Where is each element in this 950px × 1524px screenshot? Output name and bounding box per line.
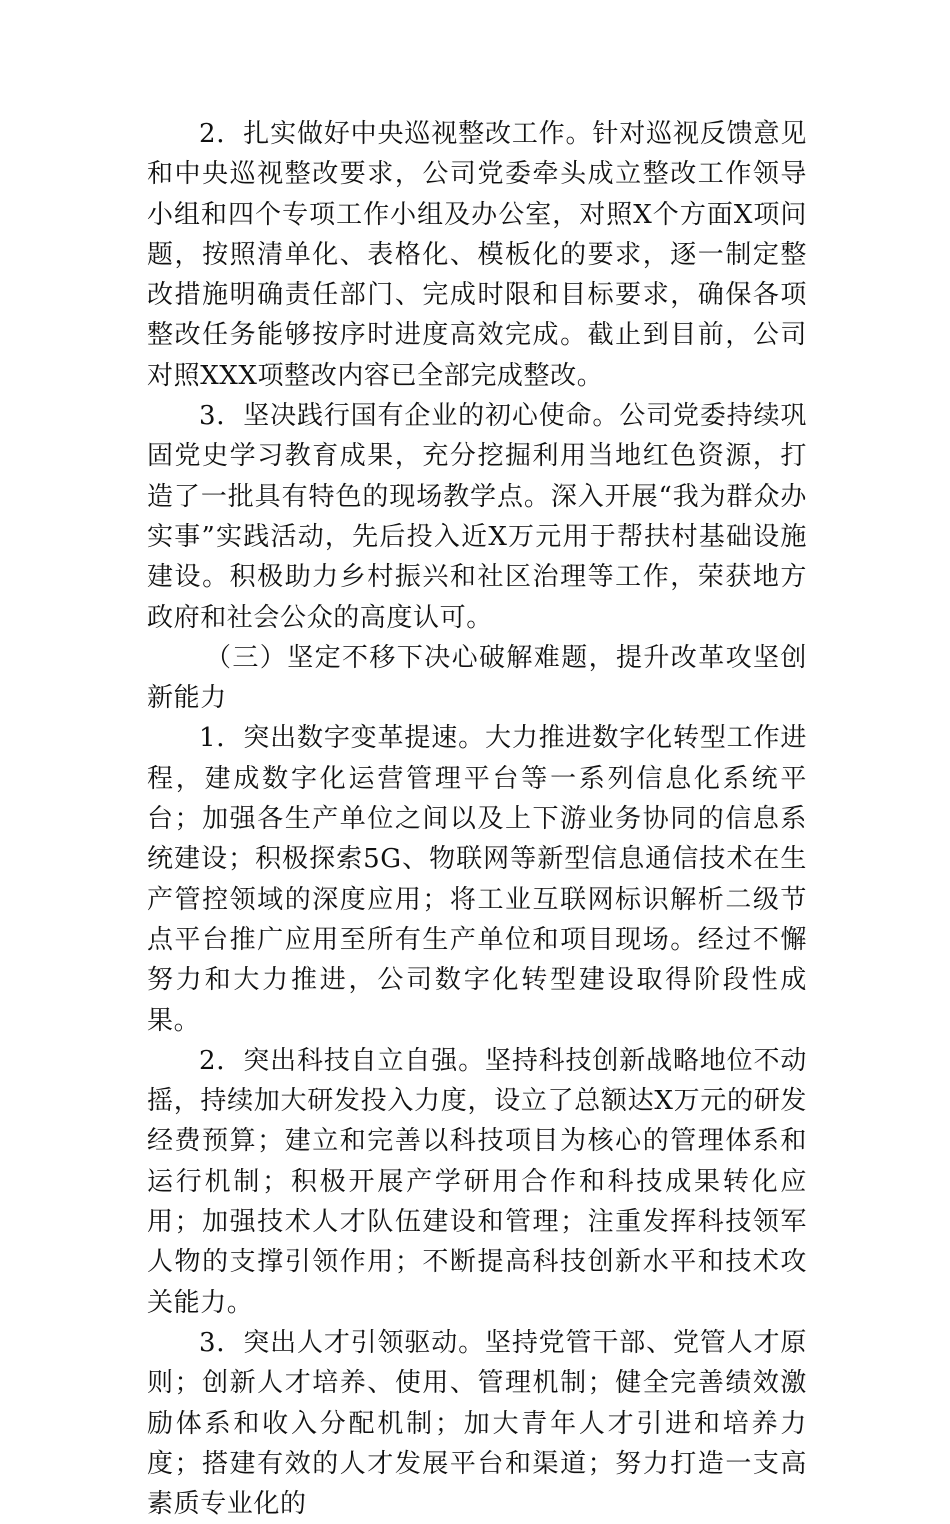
document-body xyxy=(147,114,807,1524)
paragraph-inspection-rectification: 2．扎实做好中央巡视整改工作。针对巡视反馈意见和中央巡视整改要求，公司党委牵头成立整改工作领导小组和四个专项工作小组及办公室，对照X个方面X项问题，按照清单化、表格化、模板化的要求，逐一制定整改措施明确责任部门、完成时限和目标要求，确保各项整改任务能够按序时进度高效完成。截止到目前，公司对照XXX项整改内容已全部完成整改。 xyxy=(147,119,807,391)
paragraph-talent: 3．突出人才引领驱动。坚持党管干部、党管人才原则；创新人才培养、使用、管理机制；健全完善绩效激励体系和收入分配机制；加大青年人才引进和培养力度；搭建有效的人才发展平台和渠道；努力打造一支高素质专业化的 xyxy=(147,1327,807,1520)
paragraph-technology: 2．突出科技自立自强。坚持科技创新战略地位不动摇，持续加大研发投入力度，设立了总额达X万元的研发经费预算；建立和完善以科技项目为核心的管理体系和运行机制；积极开展产学研用合作和科技成果转化应用；加强技术人才队伍建设和管理；注重发挥科技领军人物的支撑引领作用；不断提高科技创新水平和技术攻关能力。 xyxy=(147,1045,807,1318)
paragraph-digital-transformation: 1．突出数字变革提速。大力推进数字化转型工作进程，建成数字化运营管理平台等一系列信息化系统平台；加强各生产单位之间以及上下游业务协同的信息系统建设；积极探索5G、物联网等新型信息通信技术在生产管控领域的深度应用；将工业互联网标识解析二级节点平台推广应用至所有生产单位和项目现场。经过不懈努力和大力推进，公司数字化转型建设取得阶段性成果。 xyxy=(147,723,807,1036)
section-heading: （三）坚定不移下决心破解难题，提升改革攻坚创新能力 xyxy=(147,642,807,714)
paragraph-mission: 3．坚决践行国有企业的初心使命。公司党委持续巩固党史学习教育成果，充分挖掘利用当地红色资源，打造了一批具有特色的现场教学点。深入开展“我为群众办实事”实践活动，先后投入近X万元用于帮扶村基础设施建设。积极助力乡村振兴和社区治理等工作，荣获地方政府和社会公众的高度认可。 xyxy=(147,401,807,633)
